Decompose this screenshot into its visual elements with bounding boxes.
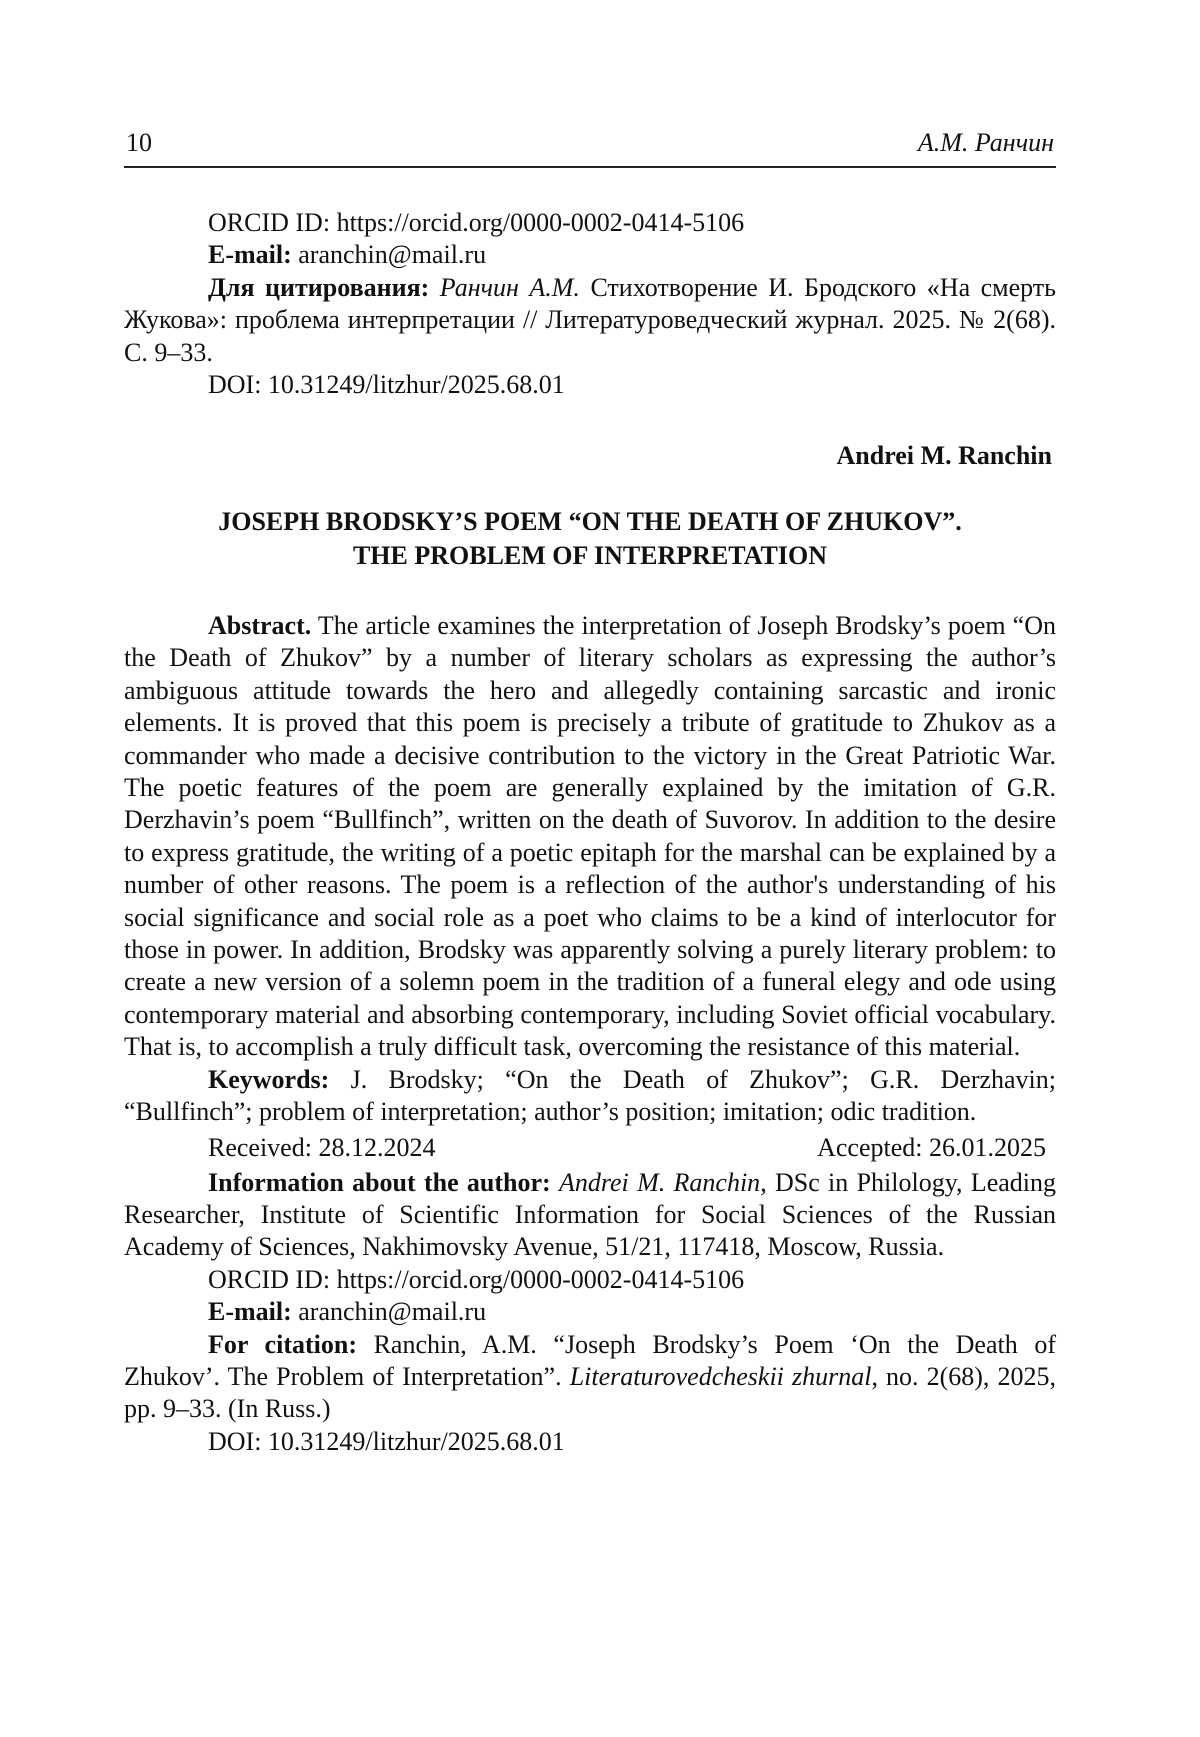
author-info-label: Information about the author:: [208, 1167, 551, 1197]
en-citation-journal: Literaturovedcheskii zhurnal: [569, 1361, 872, 1391]
russian-metadata: [124, 207, 1056, 401]
article-title-line-2: THE PROBLEM OF INTERPRETATION: [352, 541, 828, 570]
ru-orcid-value[interactable]: https://orcid.org/0000-0002-0414-5106: [336, 208, 745, 237]
article-title: [124, 505, 1056, 573]
keywords-label: Keywords:: [208, 1064, 330, 1094]
en-email-line: [124, 1296, 1056, 1328]
ru-citation-text: Стихотворение И. Бродского «На смерть Жукова»: проблема интерпретации // Литературоведческий журнал. 2025. № 2(68). С. 9–33.: [124, 272, 1057, 367]
en-citation-text-2: , no. 2(68), 2025, pp. 9–33. (In Russ.): [124, 1361, 1056, 1424]
received-date: Received: 28.12.2024: [208, 1132, 436, 1162]
en-citation-text-1: Ranchin, A.M. “Joseph Brodsky’s Poem ‘On the Death of Zhukov’. The Problem of Interpretation”.: [124, 1329, 1056, 1391]
ru-citation: [124, 272, 1056, 369]
ru-orcid-label: ORCID ID:: [208, 208, 331, 237]
english-metadata: [124, 610, 1056, 1458]
ru-email-label: E-mail:: [208, 240, 292, 270]
en-orcid-label: ORCID ID:: [208, 1264, 331, 1294]
ru-citation-author: Ранчин А.М.: [439, 272, 580, 302]
author-info: [124, 1167, 1056, 1264]
article-author: Andrei M. Ranchin: [836, 441, 1052, 470]
author-info-name: Andrei M. Ranchin: [558, 1167, 761, 1197]
en-email-value[interactable]: aranchin@mail.ru: [298, 1297, 487, 1327]
ru-citation-label: Для цитирования:: [208, 272, 430, 302]
ru-email-line: [124, 239, 1056, 271]
ru-email-value[interactable]: aranchin@mail.ru: [298, 240, 487, 270]
page-number: 10: [126, 128, 152, 157]
ru-doi: DOI: 10.31249/litzhur/2025.68.01: [208, 370, 565, 400]
ru-orcid-line: [124, 207, 1056, 239]
en-citation: [124, 1329, 1056, 1426]
running-header-author: А.М. Ранчин: [917, 128, 1054, 157]
en-email-label: E-mail:: [208, 1297, 292, 1327]
en-orcid-line: [124, 1264, 1056, 1296]
keywords-text: J. Brodsky; “On the Death of Zhukov”; G.R. Derzhavin; “Bullfinch”; problem of interpretation; author’s position; imitation; odic tradition.: [124, 1064, 1057, 1127]
abstract-text: The article examines the interpretation of Joseph Brodsky’s poem “On the Death of Zhukov” by a number of literary scholars as expressing the author’s ambiguous attitude towards the hero and allegedly containing sarcastic and ironic elements. It is proved that this poem is precisely a tribute of gratitude to Zhukov as a commander who made a decisive contribution to the victory in the Great Patriotic War. The poetic features of the poem are generally explained by the imitation of G.R. Derzhavin’s poem “Bullfinch”, written on the death of Suvorov. In addition to the desire to express gratitude, the writing of a poetic epitaph for the marshal can be explained by a number of other reasons. The poem is a reflection of the author's understanding of his social significance and social role as a poet who claims to be a kind of interlocutor for those in power. In addition, Brodsky was apparently solving a purely literary problem: to create a new version of a solemn poem in the tradition of a funeral elegy and ode using contemporary material and absorbing contemporary, including Soviet official vocabulary. That is, to accomplish a truly difficult task, overcoming the resistance of this material.: [124, 611, 1056, 1062]
abstract: [124, 610, 1056, 1064]
author-info-text: , DSc in Philology, Leading Researcher, Institute of Scientific Information for Social Sciences of the Russian Academy of Sciences, Nakhimovsky Avenue, 51/21, 117418, Moscow, Russia.: [124, 1167, 1056, 1262]
en-citation-label: For citation:: [208, 1329, 357, 1359]
running-header: [124, 128, 1056, 168]
accepted-date: Accepted: 26.01.2025: [817, 1132, 1046, 1162]
dates-row: [124, 1129, 1056, 1167]
en-orcid-value[interactable]: https://orcid.org/0000-0002-0414-5106: [336, 1264, 745, 1294]
article-title-line-1: JOSEPH BRODSKY’S POEM “ON THE DEATH OF ZHUKOV”.: [218, 507, 962, 536]
abstract-label: Abstract.: [208, 611, 312, 640]
en-doi: DOI: 10.31249/litzhur/2025.68.01: [208, 1426, 565, 1456]
keywords: [124, 1064, 1056, 1129]
